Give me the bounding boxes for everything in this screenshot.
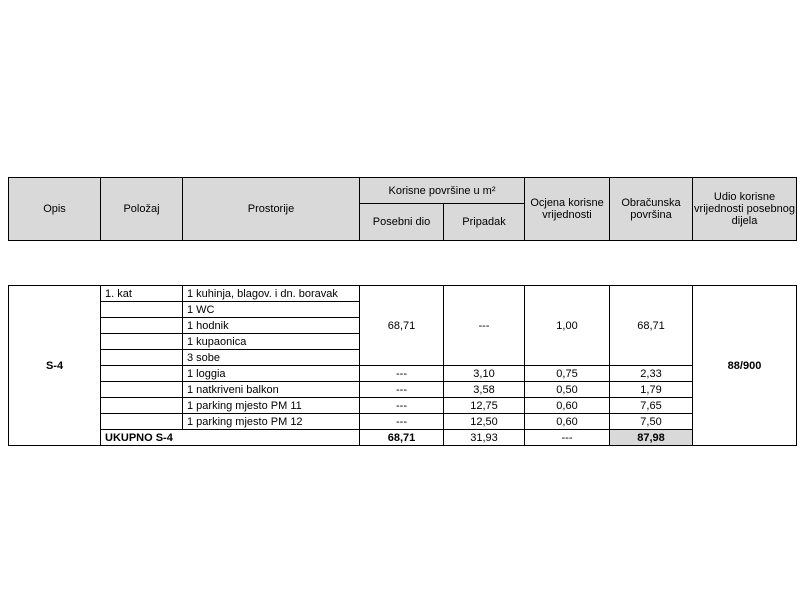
total-obracunska: 87,98 [610,430,693,446]
total-posebni: 68,71 [360,430,444,446]
polozaj-empty [101,366,183,382]
extra-pripadak: 12,50 [444,414,525,430]
col-header-prostorije: Prostorije [183,178,360,241]
col-header-posebni-dio: Posebni dio [360,204,444,241]
extra-name: 1 loggia [183,366,360,382]
polozaj-empty [101,382,183,398]
extra-ocjena: 0,75 [525,366,610,382]
extra-pripadak: 12,75 [444,398,525,414]
polozaj-empty [101,414,183,430]
polozaj-empty [101,334,183,350]
unit-name: S-4 [9,286,101,446]
total-row [9,430,797,446]
polozaj-empty [101,302,183,318]
polozaj-empty [101,350,183,366]
extra-posebni: --- [360,366,444,382]
col-header-obracunska: Obračunska površina [610,178,693,241]
extra-obracunska: 2,33 [610,366,693,382]
extra-name: 1 parking mjesto PM 11 [183,398,360,414]
extra-ocjena: 0,50 [525,382,610,398]
col-header-udio: Udio korisne vrijednosti posebnog dijela [693,178,797,241]
extra-name: 1 natkriveni balkon [183,382,360,398]
total-label: UKUPNO S-4 [101,430,360,446]
table-row [9,398,797,414]
extra-posebni: --- [360,414,444,430]
table-row [9,414,797,430]
extra-ocjena: 0,60 [525,414,610,430]
col-header-korisne-povrsine: Korisne površine u m² [360,178,525,204]
extra-posebni: --- [360,382,444,398]
unit-polozaj: 1. kat [101,286,183,302]
main-posebni-dio: 68,71 [360,286,444,366]
extra-ocjena: 0,60 [525,398,610,414]
extra-name: 1 parking mjesto PM 12 [183,414,360,430]
col-header-opis: Opis [9,178,101,241]
polozaj-empty [101,398,183,414]
table-row [9,382,797,398]
header-table [8,177,797,241]
room-name: 1 WC [183,302,360,318]
polozaj-empty [101,318,183,334]
main-pripadak: --- [444,286,525,366]
room-name: 3 sobe [183,350,360,366]
extra-obracunska: 7,50 [610,414,693,430]
unit-udio: 88/900 [693,286,797,446]
main-obracunska: 68,71 [610,286,693,366]
extra-posebni: --- [360,398,444,414]
main-ocjena: 1,00 [525,286,610,366]
unit-table [8,285,797,446]
table-row [9,286,797,302]
col-header-ocjena: Ocjena korisne vrijednosti [525,178,610,241]
extra-pripadak: 3,58 [444,382,525,398]
room-name: 1 hodnik [183,318,360,334]
room-name: 1 kuhinja, blagov. i dn. boravak [183,286,360,302]
col-header-polozaj: Položaj [101,178,183,241]
room-name: 1 kupaonica [183,334,360,350]
col-header-pripadak: Pripadak [444,204,525,241]
extra-obracunska: 7,65 [610,398,693,414]
extra-pripadak: 3,10 [444,366,525,382]
extra-obracunska: 1,79 [610,382,693,398]
total-pripadak: 31,93 [444,430,525,446]
total-ocjena: --- [525,430,610,446]
table-row [9,366,797,382]
